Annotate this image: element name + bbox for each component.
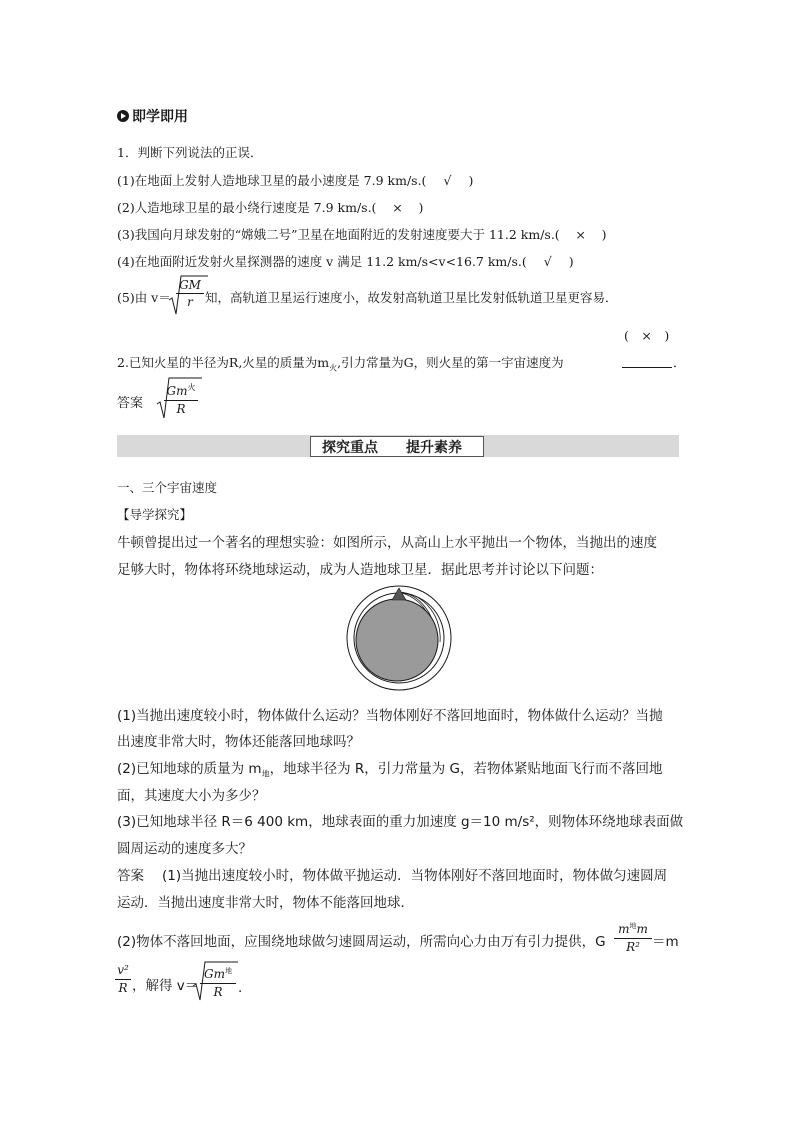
question-1-line1: (1)当抛出速度较小时，物体做什么运动？当物体刚好不落回地面时，物体做什么运动？当抛	[117, 708, 663, 724]
q1-item-5-suffix: 知，高轨道卫星运行速度小，故发射高轨道卫星比发射低轨道卫星更容易．	[205, 290, 618, 305]
q1-item-5-fraction: $\frac{GM}{r}$	[176, 277, 204, 310]
section-header	[117, 106, 188, 126]
centripetal-fraction: $\frac{\text{v²}}{R}$	[115, 962, 131, 997]
q2-answer-fraction: $Gm^火$ R	[164, 379, 198, 418]
part1-guide: 【导学探究】	[117, 507, 193, 522]
answer-1-line1: (1)当抛出速度较小时，物体做平抛运动．当物体刚好不落回地面时，物体做匀速圆周	[162, 868, 668, 884]
q1-item-5-prefix: (5)由 v＝	[117, 290, 171, 305]
question-3-line1: (3)已知地球半径 R＝6 400 km，地球表面的重力加速度 g＝10 m/s²，则物体环绕地球表面做	[117, 814, 684, 830]
banner-left-label: 探究重点	[322, 440, 378, 456]
part1-title: 一、三个宇宙速度	[117, 480, 218, 495]
q1-stem: 1．判断下列说法的正误．	[117, 145, 263, 160]
q2-stem: 2.已知火星的半径为R,火星的质量为$m_火$,引力常量为G，则火星的第一宇宙速度为	[117, 355, 564, 373]
question-2-line2: 面，其速度大小为多少？	[117, 788, 266, 804]
velocity-sqrt-fraction: $Gm^地$ R	[200, 963, 236, 1001]
q1-item-4: (4)在地面附近发射火星探测器的速度 v 满足 11.2 km/s<v<16.7 km/s.( √ )	[117, 254, 574, 269]
q2-period: ．	[673, 355, 686, 370]
q1-item-2: (2)人造地球卫星的最小绕行速度是 7.9 km/s.( × )	[117, 200, 424, 215]
question-3-line2: 圆周运动的速度多大？	[117, 841, 252, 857]
q1-item-3: (3)我国向月球发射的“嫦娥二号”卫星在地面附近的发射速度要大于 11.2 km/s.( × )	[117, 227, 607, 242]
circle-arrow-icon	[117, 110, 129, 122]
part1-intro-line2: 足够大时，物体将环绕地球运动，成为人造地球卫星．据此思考并讨论以下问题：	[117, 562, 603, 578]
gravity-fraction: $m^地m$ R²	[614, 918, 652, 956]
answer-2-end: .	[238, 980, 243, 996]
answer-2-line2: ，解得 v＝	[132, 978, 199, 994]
answer-1-line2: 运动．当抛出速度非常大时，物体不能落回地球．	[117, 895, 414, 911]
question-1-line2: 出速度非常大时，物体还能落回地球吗？	[117, 734, 360, 750]
part1-intro-line1: 牛顿曾提出过一个著名的理想实验：如图所示，从高山上水平抛出一个物体，当抛出的速度	[117, 535, 657, 551]
banner-right-label: 提升素养	[406, 440, 462, 456]
newton-cannon-figure	[342, 584, 456, 692]
q2-answer-label: 答案	[117, 396, 144, 411]
answer-label: 答案	[117, 868, 144, 884]
section-header-label: 即学即用	[132, 109, 188, 125]
answer-2-eq: ＝m	[652, 934, 679, 950]
answer-blank	[622, 367, 672, 368]
question-2-line1: (2)已知地球的质量为 $m_地$，地球半径为 R，引力常量为 G，若物体紧贴地面飞行而不落回地	[117, 761, 663, 779]
q1-item-1: (1)在地面上发射人造地球卫星的最小速度是 7.9 km/s.( √ )	[117, 173, 474, 188]
answer-2-line1: (2)物体不落回地面，应围绕地球做匀速圆周运动，所需向心力由万有引力提供，G	[117, 934, 606, 950]
q1-item-5-judge: ( × )	[624, 328, 670, 343]
